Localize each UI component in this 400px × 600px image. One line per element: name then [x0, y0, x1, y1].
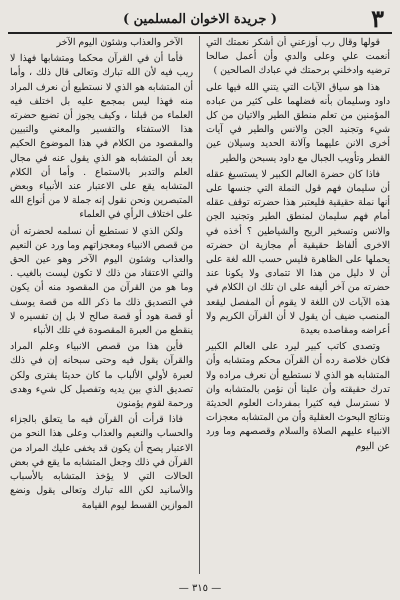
paragraph: الآخر والعذاب وشئون اليوم الآخر	[56, 37, 183, 48]
publication-title: ( جريدة الاخوان المسلمين )	[122, 11, 278, 27]
paragraph: وتصدى كاتب كبير ليرد على العالم الكبير فكان خلاصة رده أن القرآن محكم ومتشابه وأن المتشابه هو الذي لا نستطيع أن نعرف مراده ولا تدرك حقيقته وأن علينا أن نؤمن بالمتشابه وان لا نسترسل فيه كثيرا بمفردات العلوم الحديثة ونتائج البحوث العقلية وأن من المتشابه معجزات الانبياء عليهم الصلاة والسلام وقصصهم وما ورد عن اليوم	[206, 341, 390, 452]
paragraph: هذا هو سياق الآيات التي يتني الله فيها على داود وسليمان بأنه فضلهما على كثير من عباده المؤمنين من تعلم منطق الطير والاتيان من كل شيء وتجنيد الجن والانس والطير في آيات أخرى الانن عليهما وآلانة الحديد وسيلان عين القطر وتأويب الجبال مع داود يسبحن والطير	[206, 81, 390, 164]
page-number: ٣	[371, 4, 384, 33]
article-columns	[10, 36, 390, 574]
right-column	[200, 36, 390, 574]
paragraph: فأين هذا من قصص الانبياء وعلم المراد والقرآن يقول فيه وحتى سبحانه إن في ذلك لعبرة لأولي الألباب ما كان حديثا يفترى ولكن تصديق الذي بين يديه وتفصيل كل شيء وهدى ورحمة لقوم يؤمنون	[10, 341, 193, 410]
paragraph: فاذا كان حضرة العالم الكبير لا يستسيغ عقله أن سليمان فهم قول النملة التي جنسها على أنها نملة حقيقية فليعتبر هذا حضرته توقف عقله أمام فهم سليمان لمنطق الطير وتجنيد الجن والانس وتسخير الريح والشياطين ؟ أخذه في الاخرى ألفاظ حقيقية أم مجازية ان حضرته يحملها على الظاهرة فليس حسب الله لغة على أن لا دليل من هذا الا تتمادى ولا يكونا عند حضرته من آخر أليفه على ان تلك ان الكلام في هذه الآيات لان اللغة لا يقوم أن المفصل ليقعد المنصب ضيف أن يقول لا أن القرآن الكريم ولا أعراضه ومقاصده بعيدة	[206, 168, 390, 337]
paragraph: فأما أن في القرآن محكما ومتشابها فهذا لا ريب فيه لأن الله تبارك وتعالى قال ذلك ، وأما أن المتشابه هو الذي لا نستطيع أن نعرف المراد منه فهذا ليس بمجمع عليه بل اختلف فيه العلماء من قبلنا ، وكيف يجوز أن تضيع حضرته هذا الاستفتاء والتفسير والمعني والتبيين والمقصود من الكلام في هذا الموضوع الحكيم بعد أن المتشابه هو الذي يقول عنه في مجال العلم والتدبر بالاستماع . وأما أن الكلام المتشابه يقع على الاعتبار عند الأنبياء وبعض المتبصرين ونحن نقول إنه جملة لا من أنواع الله على اختلاف الرأي في العلماء	[10, 53, 193, 221]
paragraph: فاذا قرأت أن القرآن فيه ما يتعلق بالجزاء والحساب والنعيم والعذاب وعلى هذا النحو من الاعتبار يصح أن يكون قد يخفى عليك المراد من القرآن في ذلك وجعل المتشابه ما يقع في بعض الحالات التي لا يؤخذ المتشابه بالأسباب والأسانيد لكن الله تبارك وتعالى يقول ونضع الموازين القسط ليوم القيامة	[10, 414, 193, 511]
paragraph: ولكن الذي لا نستطيع أن نسلمه لحضرته أن من قصص الانبياء ومعجزاتهم وما ورد عن النعيم والعذاب وشئون اليوم الآخر وهو عين الحق والتي الاعتقاد من ذلك لا تكون ليست بالغيب . وما هو من القرآن من المقصود منه أن يكون في التصديق ذلك ما ذكر الله من قصة يوسف أو قصة هود أو قصة صالح لا بل إن تفسيره لا ينقطع من العبرة المقصودة في تلك الأنباء	[10, 225, 193, 337]
page-header	[8, 6, 392, 34]
page-footer-number: — ٣١٥ —	[178, 583, 222, 594]
paragraph: قولها وقال رب أوزعني أن أشكر نعمتك التي أنعمت علي وعلى والدي وأن أعمل صالحا ترضيه وادخلني برحمتك في عبادك الصالحين )	[206, 37, 390, 77]
left-column	[10, 36, 200, 574]
